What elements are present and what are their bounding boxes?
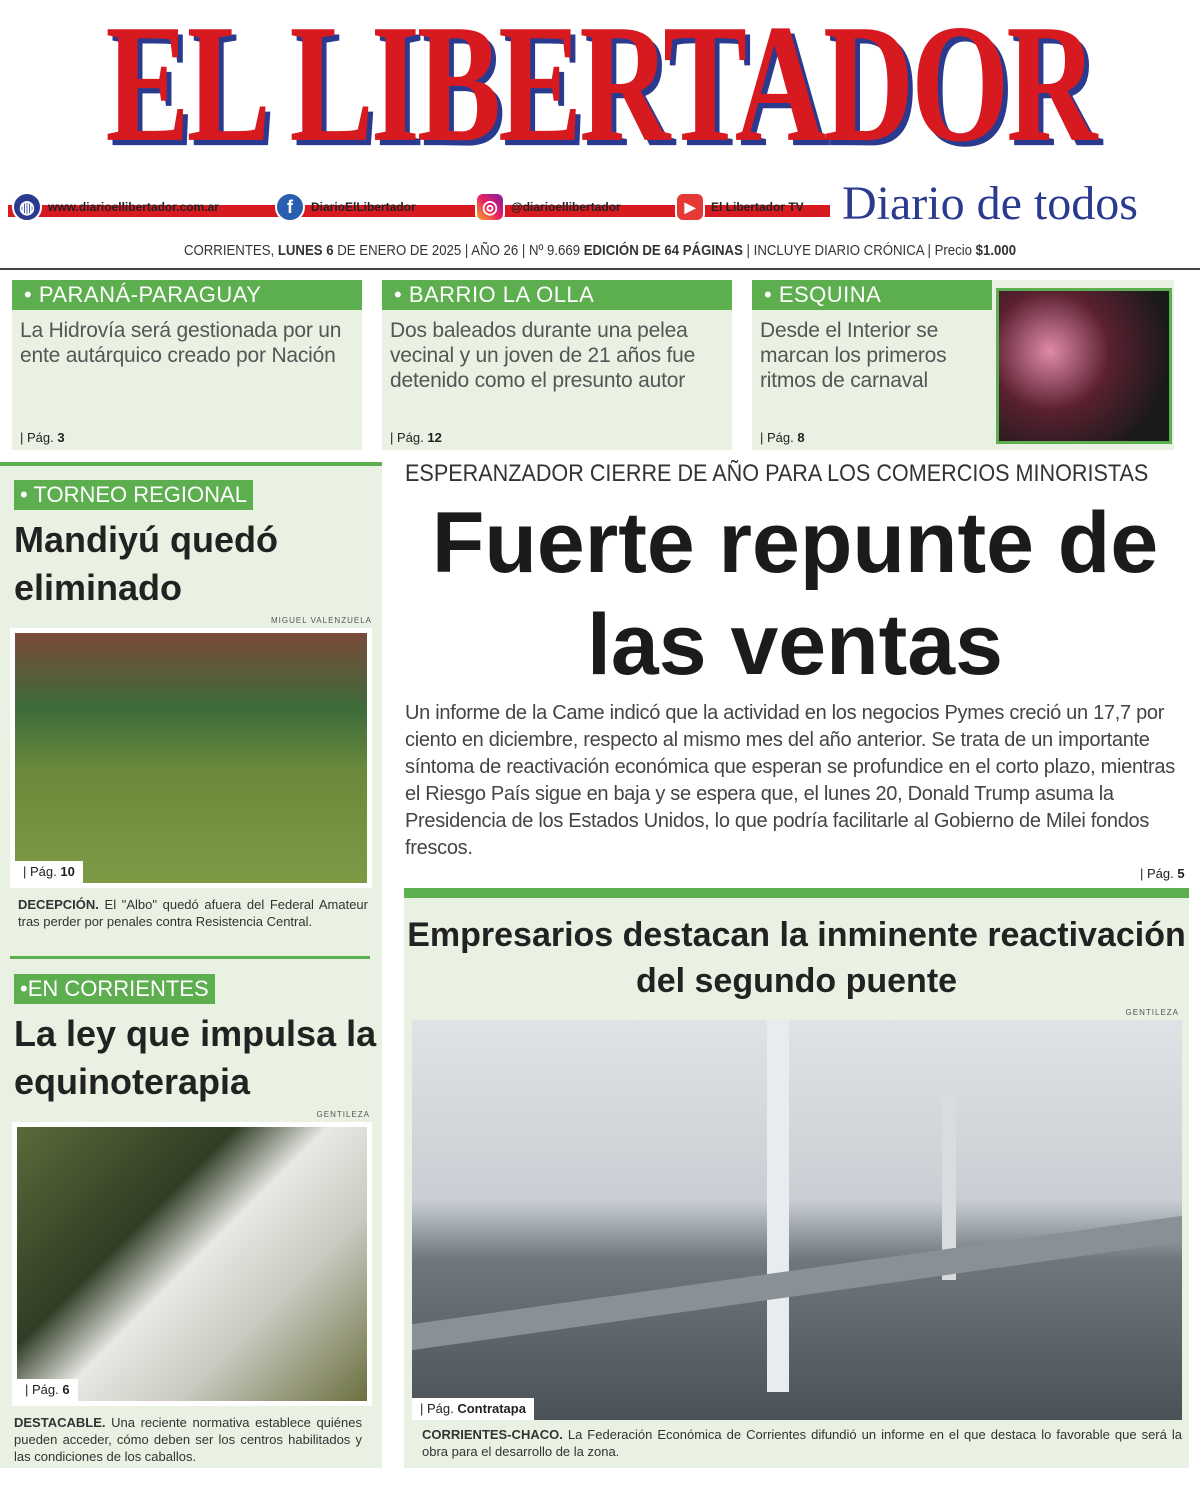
photo-credit: GENTILEZA xyxy=(1125,1008,1179,1017)
youtube-label: El Libertador TV xyxy=(711,200,804,214)
divider xyxy=(10,956,370,959)
headline[interactable]: Empresarios destacan la inminente reactivación del segundo puente xyxy=(407,916,1186,1000)
story-text: Dos baleados durante una pelea vecinal y un joven de 21 años fue detenido como el presunto autor xyxy=(390,319,696,392)
story-text: Desde el Interior se marcan los primeros ritmos de carnaval xyxy=(760,319,947,392)
facebook-link[interactable] xyxy=(275,192,416,222)
kicker: •EN CORRIENTES xyxy=(14,974,215,1004)
photo-credit: GENTILEZA xyxy=(316,1110,370,1119)
kicker: • ESQUINA xyxy=(752,280,992,310)
facebook-label: DiarioElLibertador xyxy=(311,200,416,214)
photo-caption: DECEPCIÓN. El "Albo" quedó afuera del Federal Amateur tras perder por penales contra Resistencia Central. xyxy=(18,897,368,929)
left-column xyxy=(0,462,382,1468)
website-link[interactable] xyxy=(12,192,219,222)
headline[interactable]: Mandiyú quedó eliminado xyxy=(14,519,278,608)
main-headline[interactable]: Fuerte repunte de las ventas xyxy=(431,495,1159,693)
page-ref: | Pág. 12 xyxy=(390,430,442,445)
divider xyxy=(0,268,1200,270)
instagram-link[interactable] xyxy=(475,192,621,222)
photo-caption: DESTACABLE. Una reciente normativa establece quiénes pueden acceder, cómo deben ser los centros habilitados y las condiciones de los caballos. xyxy=(14,1415,362,1464)
bridge-photo xyxy=(412,1020,1182,1420)
horse-photo xyxy=(12,1122,372,1406)
dateline: CORRIENTES, LUNES 6 DE ENERO DE 2025 | AÑO 26 | Nº 9.669 EDICIÓN DE 64 PÁGINAS | INCLUYE DIARIO CRÓNICA | Precio $1.000 xyxy=(183,242,1017,259)
kicker: • BARRIO LA OLLA xyxy=(382,280,732,310)
page-ref: | Pág. Contratapa xyxy=(412,1398,534,1420)
page-ref: | Pág. 8 xyxy=(760,430,805,445)
kicker: • TORNEO REGIONAL xyxy=(14,480,253,510)
instagram-icon: ◎ xyxy=(475,192,505,222)
photo-credit: MIGUEL VALENZUELA xyxy=(270,616,372,625)
globe-icon: ◍ xyxy=(12,192,42,222)
youtube-link[interactable] xyxy=(675,192,804,222)
youtube-icon: ▶ xyxy=(675,192,705,222)
photo-caption: CORRIENTES-CHACO. La Federación Económica de Corrientes difundió un informe en el que destaca lo favorable que será la obra para el desarrollo de la zona. xyxy=(422,1427,1182,1459)
tagline: Diario de todos xyxy=(842,177,1138,230)
headline[interactable]: La ley que impulsa la equinoterapia xyxy=(14,1013,377,1102)
story-text: La Hidrovía será gestionada por un ente autárquico creado por Nación xyxy=(20,319,342,367)
main-kicker: ESPERANZADOR CIERRE DE AÑO PARA LOS COMERCIOS MINORISTAS xyxy=(405,460,1149,487)
top-story-2[interactable] xyxy=(382,280,732,450)
bridge-story xyxy=(404,888,1189,1468)
football-photo xyxy=(10,628,372,888)
carnival-photo xyxy=(996,288,1172,444)
instagram-label: @diarioellibertador xyxy=(511,200,621,214)
page-ref: | Pág. 3 xyxy=(20,430,65,445)
main-lede: Un informe de la Came indicó que la actividad en los negocios Pymes creció un 17,7 por ciento en diciembre, respecto al mismo mes del año anterior. Se trata de un importante síntoma de reactivación económica que esperan se profundice en el corto plazo, mientras el Riesgo País sigue en baja y se espera que, el lunes 20, Donald Trump asuma la Presidencia de los Estados Unidos, lo que podría facilitarle al Gobierno de Milei fondos frescos. xyxy=(405,702,1175,859)
page-ref: | Pág. 6 xyxy=(17,1379,78,1401)
website-label: www.diarioellibertador.com.ar xyxy=(48,200,219,214)
page-ref: | Pág. 5 xyxy=(1140,866,1185,881)
kicker: • PARANÁ-PARAGUAY xyxy=(12,280,362,310)
masthead-logo: EL LIBERTADOR xyxy=(105,0,1095,178)
facebook-icon: f xyxy=(275,192,305,222)
top-story-3[interactable] xyxy=(752,280,1174,450)
top-story-1[interactable] xyxy=(12,280,362,450)
page-ref: | Pág. 10 xyxy=(15,861,83,883)
